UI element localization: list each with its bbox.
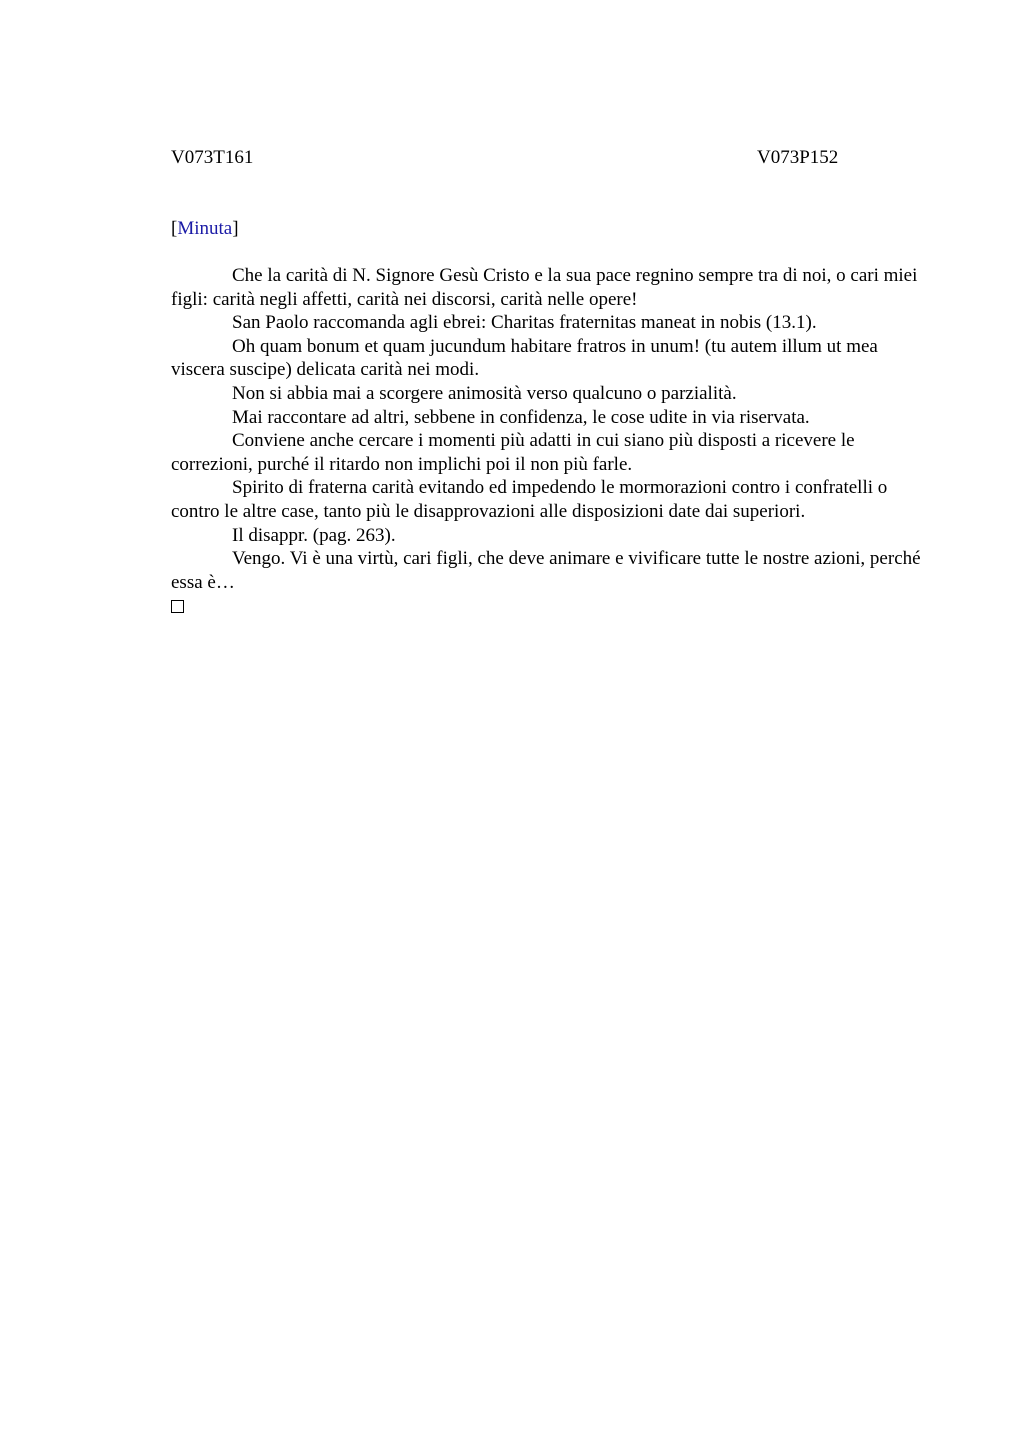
document-code-left: V073T161 [171, 147, 254, 168]
close-bracket: ] [232, 218, 239, 239]
open-bracket: [ [171, 218, 178, 239]
paragraph: Il disappr. (pag. 263). [232, 524, 396, 546]
end-square-icon [171, 600, 184, 613]
paragraph: Oh quam bonum et quam jucundum habitare fratros in unum! (tu autem illum ut mea viscera suscipe) delicata carità nei modi. [171, 335, 878, 381]
paragraph: Conviene anche cercare i momenti più adatti in cui siano più disposti a ricevere le correzioni, purché il ritardo non implichi poi il non più farle. [171, 430, 855, 475]
paragraph: Mai raccontare ad altri, sebbene in confidenza, le cose udite in via riservata. [232, 406, 810, 428]
section-label [171, 217, 239, 241]
document-body [171, 264, 931, 613]
paragraph: Non si abbia mai a scorgere animosità verso qualcuno o parzialità. [232, 382, 737, 404]
paragraph: Vengo. Vi è una virtù, cari figli, che deve animare e vivificare tutte le nostre azioni, perché essa è… [171, 548, 921, 593]
paragraph: Spirito di fraterna carità evitando ed impedendo le mormorazioni contro i confratelli o contro le altre case, tanto più le disapprovazioni alle disposizioni date dai superiori. [171, 477, 888, 522]
document-header [171, 146, 931, 170]
paragraph: San Paolo raccomanda agli ebrei: Charitas fraternitas maneat in nobis (13.1). [232, 312, 817, 334]
paragraph: Che la carità di N. Signore Gesù Cristo e la sua pace regnino sempre tra di noi, o cari miei figli: carità negli affetti, carità nei discorsi, carità nelle opere! [171, 265, 918, 310]
document-code-right: V073P152 [757, 147, 839, 168]
minuta-link[interactable]: Minuta [177, 218, 233, 239]
document-page [171, 146, 931, 593]
